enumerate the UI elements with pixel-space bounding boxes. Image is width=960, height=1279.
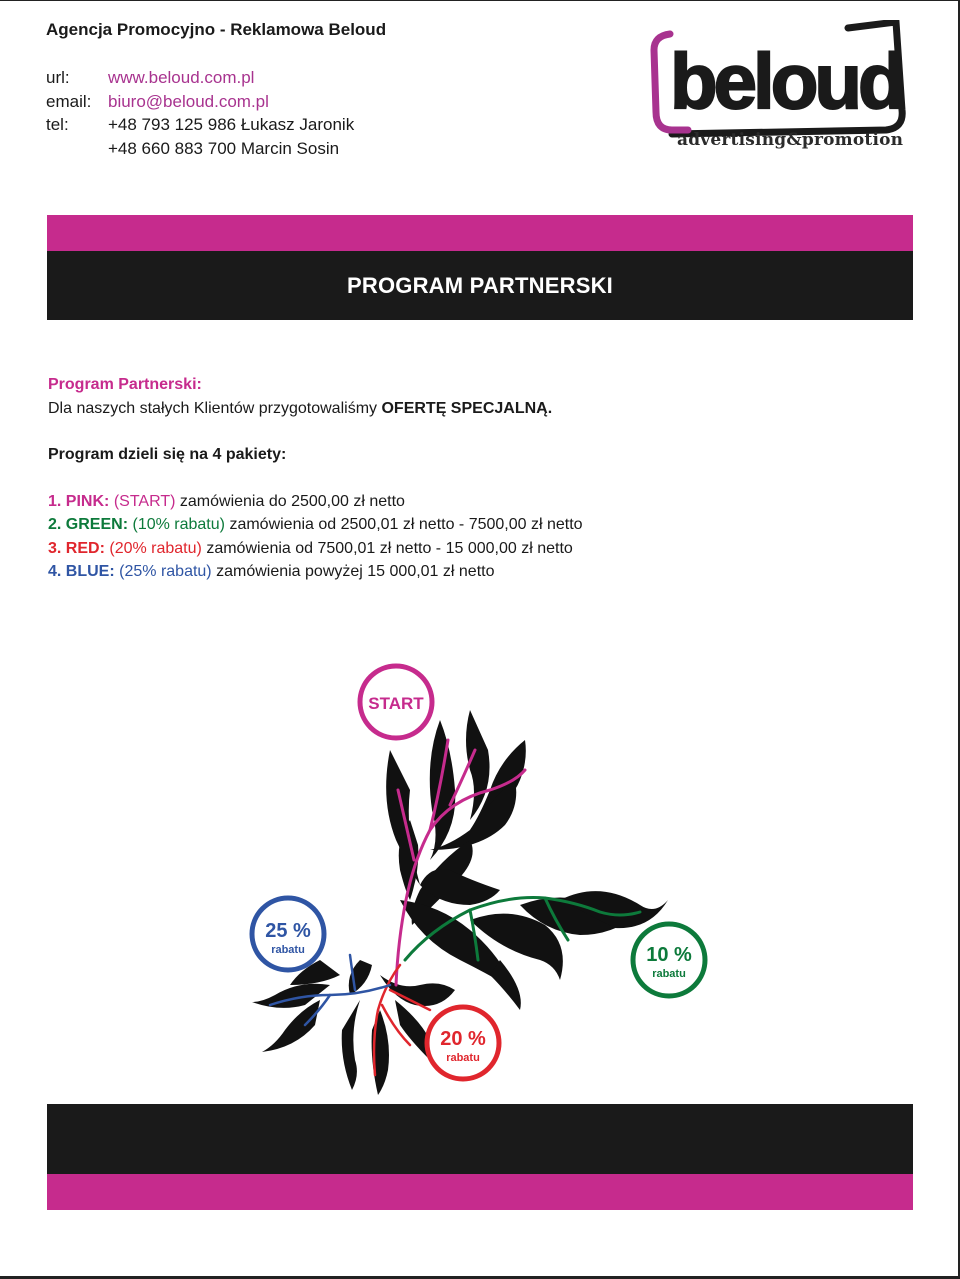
package-desc: zamówienia od 7500,01 zł netto - 15 000,00 zł netto <box>206 539 573 557</box>
package-name: PINK: <box>65 492 110 510</box>
package-name: RED: <box>65 539 105 557</box>
badge-red-value: 20 % <box>440 1028 486 1050</box>
intro-highlight: OFERTĘ SPECJALNĄ. <box>381 399 553 417</box>
company-name: Agencja Promocyjno - Reklamowa Beloud <box>46 20 387 39</box>
badge-green-value: 10 % <box>646 944 692 966</box>
package-item-red <box>48 537 583 561</box>
badge-green <box>633 924 705 996</box>
package-desc: zamówienia do 2500,00 zł netto <box>179 492 405 510</box>
package-tag: (20% rabatu) <box>109 539 202 557</box>
phone-2: +48 660 883 700 Marcin Sosin <box>108 138 340 158</box>
badge-start-label: START <box>368 694 424 713</box>
intro-line <box>48 397 583 421</box>
package-item-blue <box>48 560 583 584</box>
badge-red-sub: rabatu <box>446 1052 480 1064</box>
program-heading: Program Partnerski: <box>48 376 202 393</box>
badge-red <box>427 1007 499 1079</box>
badge-green-sub: rabatu <box>652 968 686 980</box>
contact-email-row <box>46 90 354 114</box>
contact-label: tel: <box>46 115 69 134</box>
package-num: 2. <box>48 516 62 533</box>
package-num: 3. <box>48 539 62 557</box>
banner-pink-stripe <box>47 215 913 251</box>
contact-block <box>46 66 354 160</box>
contact-label <box>46 137 108 161</box>
contact-phone-row <box>46 113 354 137</box>
package-name: BLUE: <box>65 563 115 580</box>
contact-label: email: <box>46 91 92 111</box>
package-item-green <box>48 513 583 537</box>
contact-label: url: <box>46 68 70 87</box>
badge-blue-value: 25 % <box>265 920 311 942</box>
program-content <box>48 373 583 584</box>
packages-heading: Program dzieli się na 4 pakiety: <box>48 446 287 463</box>
banner-black <box>47 251 913 320</box>
contact-url-row <box>46 66 354 90</box>
intro-text: Dla naszych stałych Klientów przygotowaliśmy <box>48 399 378 417</box>
package-item-pink <box>48 490 583 514</box>
package-num: 4. <box>48 563 62 580</box>
contact-phone-row-2 <box>46 137 354 161</box>
footer-pink-stripe <box>47 1174 913 1210</box>
package-num: 1. <box>48 492 62 510</box>
package-tag: (10% rabatu) <box>132 516 225 533</box>
package-desc: zamówienia powyżej 15 000,01 zł netto <box>216 563 495 580</box>
banner-title: PROGRAM PARTNERSKI <box>347 272 613 298</box>
email-link[interactable]: biuro@beloud.com.pl <box>108 91 269 111</box>
footer-black-band <box>47 1104 913 1174</box>
badge-blue <box>252 898 324 970</box>
package-tag: (25% rabatu) <box>119 563 212 580</box>
logo-tagline: advertising&promotion <box>677 130 904 150</box>
plant-illustration <box>0 640 960 1100</box>
badge-start <box>360 666 432 738</box>
url-link[interactable]: www.beloud.com.pl <box>108 68 255 87</box>
package-desc: zamówienia od 2500,01 zł netto - 7500,00 zł netto <box>229 516 583 533</box>
phone-1: +48 793 125 986 Łukasz Jaronik <box>108 115 355 134</box>
badge-blue-sub: rabatu <box>271 944 305 956</box>
package-name: GREEN: <box>65 516 129 533</box>
package-tag: (START) <box>113 492 176 510</box>
logo-wordmark: beloud <box>670 37 902 125</box>
